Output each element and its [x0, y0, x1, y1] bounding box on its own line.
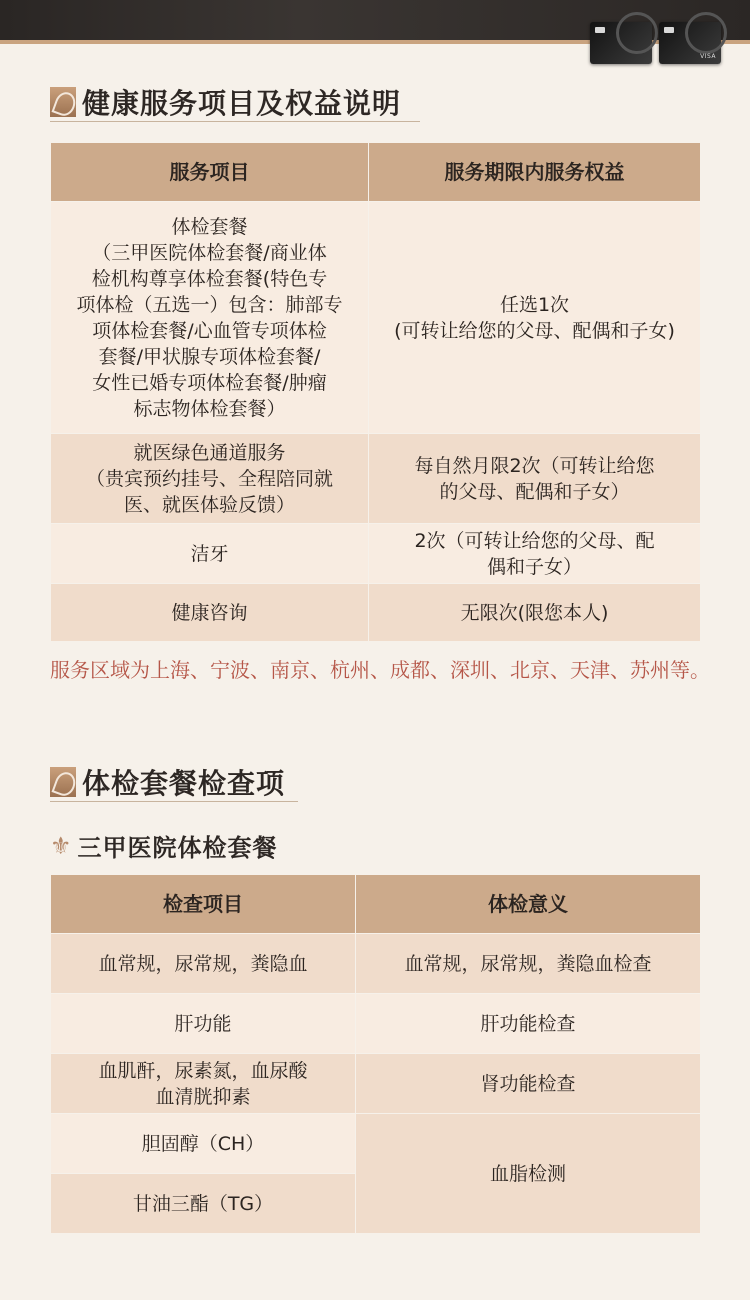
check-meaning-cell: 血常规，尿常规，粪隐血检查: [356, 934, 701, 994]
service-item-cell: [51, 434, 369, 524]
service-area-note: 服务区域为上海、宁波、南京、杭州、成都、深圳、北京、天津、苏州等。: [50, 658, 710, 682]
check-item-cell: [51, 934, 356, 994]
package-title: 三甲医院体检套餐: [77, 834, 278, 862]
check-item-cell: [51, 1114, 356, 1174]
service-item-cell: [51, 524, 369, 584]
service-benefit-cell: [369, 434, 701, 524]
text-line: 健康咨询: [171, 601, 248, 624]
heading-underline: [50, 801, 298, 802]
section-heading: [50, 762, 298, 802]
text-line: 的父母、配偶和子女）: [439, 480, 630, 503]
column-header: 服务期限内服务权益: [369, 143, 701, 202]
column-header: 服务项目: [51, 143, 369, 202]
table-row: [51, 202, 701, 434]
check-meaning-cell: 血脂检测: [356, 1114, 701, 1234]
check-meaning-cell: 肝功能检查: [356, 994, 701, 1054]
check-meaning-cell: 肾功能检查: [356, 1054, 701, 1114]
check-item-cell: [51, 1174, 356, 1234]
service-rights-table: [50, 142, 701, 642]
table-row: [51, 1054, 701, 1114]
credit-card-icon: VISA: [659, 22, 721, 64]
table-row: [51, 994, 701, 1054]
check-item-cell: [51, 1054, 356, 1114]
text-line: 标志物体检套餐）: [133, 397, 286, 420]
section-title: 健康服务项目及权益说明: [82, 87, 402, 120]
table-row: [51, 1114, 701, 1174]
table-row: [51, 524, 701, 584]
text-line: 胆固醇（CH）: [141, 1132, 265, 1155]
text-line: 就医绿色通道服务: [133, 441, 286, 464]
text-line: 甘油三酯（TG）: [132, 1192, 274, 1215]
text-line: （三甲医院体检套餐/商业体: [92, 241, 327, 264]
leaf-logo-icon: [50, 87, 76, 117]
service-benefit-cell: [369, 584, 701, 642]
text-line: 医、就医体验反馈）: [123, 493, 295, 516]
text-line: 肝功能: [174, 1012, 232, 1035]
service-benefit-cell: [369, 202, 701, 434]
text-line: （贵宾预约挂号、全程陪同就: [85, 467, 333, 490]
text-line: 每自然月限2次（可转让给您: [414, 454, 655, 477]
section-title: 体检套餐检查项: [82, 767, 286, 800]
text-line: 体检套餐: [171, 215, 248, 238]
package-subheading: [50, 828, 278, 863]
text-line: 女性已婚专项体检套餐/肿瘤: [92, 371, 327, 394]
text-line: 无限次(限您本人): [460, 601, 609, 624]
text-line: 项体检套餐/心血管专项体检: [92, 319, 327, 342]
checkup-items-table: [50, 874, 701, 1234]
table-row: [51, 934, 701, 994]
fleur-de-lis-icon: ⚜: [50, 831, 72, 860]
text-line: 项体检（五选一）包含：肺部专: [76, 293, 343, 316]
text-line: 血常规，尿常规，粪隐血: [98, 952, 308, 975]
column-header: 检查项目: [51, 875, 356, 934]
table-row: [51, 584, 701, 642]
text-line: 偶和子女）: [486, 555, 582, 578]
heading-underline: [50, 121, 420, 122]
text-line: 洁牙: [190, 542, 229, 565]
service-item-cell: [51, 584, 369, 642]
text-line: 2次（可转让给您的父母、配: [414, 529, 655, 552]
text-line: (可转让给您的父母、配偶和子女): [394, 319, 675, 342]
service-item-cell: [51, 202, 369, 434]
text-line: 血清胱抑素: [155, 1085, 251, 1108]
text-line: 血肌酐，尿素氮，血尿酸: [98, 1059, 308, 1082]
leaf-logo-icon: [50, 767, 76, 797]
credit-card-icon: [590, 22, 652, 64]
table-row: [51, 434, 701, 524]
text-line: 任选1次: [499, 293, 570, 316]
service-benefit-cell: [369, 524, 701, 584]
check-item-cell: [51, 994, 356, 1054]
text-line: 检机构尊享体检套餐(特色专: [91, 267, 328, 290]
column-header: 体检意义: [356, 875, 701, 934]
bank-cards-image: [590, 22, 722, 66]
text-line: 套餐/甲状腺专项体检套餐/: [98, 345, 321, 368]
section-heading: [50, 82, 420, 122]
